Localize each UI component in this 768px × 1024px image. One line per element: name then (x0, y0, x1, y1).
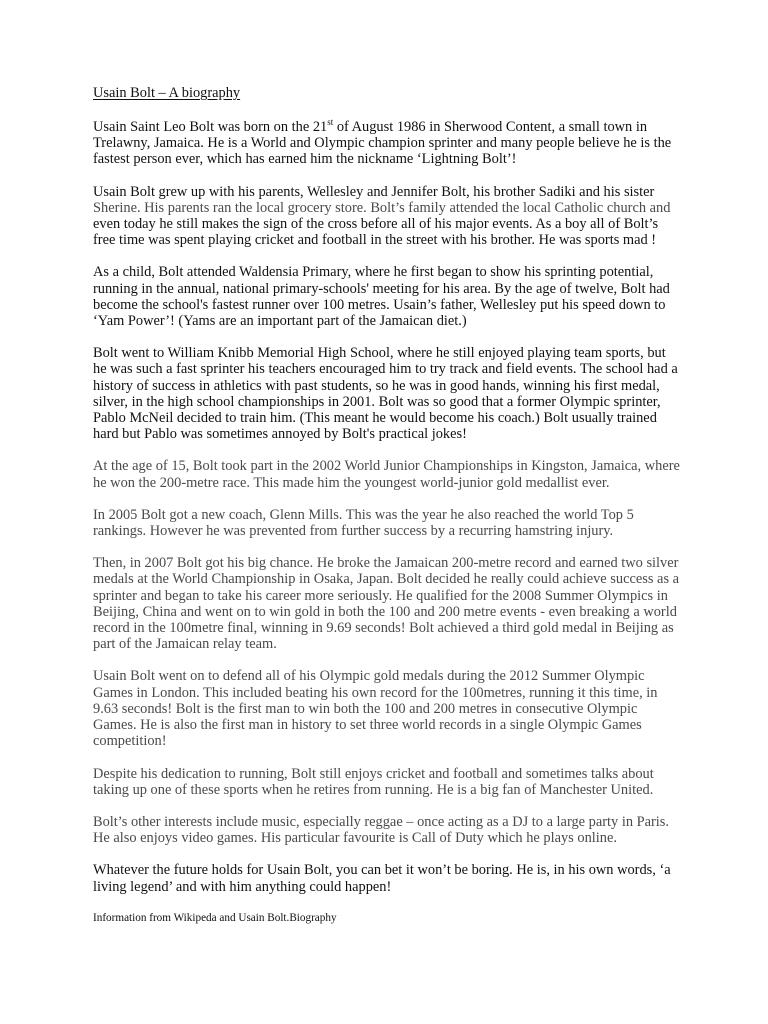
paragraph-new-coach (93, 507, 683, 539)
paragraph-birth (93, 119, 683, 168)
text-line: sprinter and began to take his career more seriously. He qualified for the 2008 Summer Olympics in (93, 587, 668, 604)
text-line: Beijing, China and went on to win gold in both the 100 and 200 metre events - even breaking a world (93, 603, 677, 620)
text-line: competition! (93, 733, 167, 750)
paragraph-future (93, 862, 683, 894)
text-span: Usain Saint Leo Bolt was born on the 21 (93, 119, 328, 135)
text-line: Games. He is also the first man in history to set three world records in a single Olympic Games (93, 717, 642, 734)
text-line: even today he still makes the sign of the cross before all of his major events. As a boy all of Bolt’s (93, 216, 659, 233)
text-span: of August 1986 in Sherwood Content, a small town in (333, 119, 648, 135)
paragraph-childhood (93, 264, 683, 329)
text-line: rankings. However he was prevented from further success by a recurring hamstring injury. (93, 523, 614, 540)
text-line: Trelawny, Jamaica. He is a World and Olympic champion sprinter and many people believe he is the (93, 135, 672, 152)
text-line: Despite his dedication to running, Bolt still enjoys cricket and football and sometimes talks about (93, 765, 654, 782)
paragraph-london-2012 (93, 668, 683, 749)
text-line: Bolt’s other interests include music, especially reggae – once acting as a DJ to a large party in Paris. (93, 813, 669, 830)
text-line: hard but Pablo was sometimes annoyed by Bolt's practical jokes! (93, 426, 467, 443)
document-title: Usain Bolt – A biography (93, 85, 241, 101)
source-footnote: Information from Wikipeda and Usain Bolt.Biography (93, 911, 337, 924)
text-line: Sherine. His parents ran the local grocery store. Bolt’s family attended the local Catholic church and (93, 199, 671, 216)
superscript-ordinal: st (327, 117, 334, 128)
text-line: he was such a fast sprinter his teachers encouraged him to try track and field events. The school had a (93, 361, 678, 378)
text-line: ‘Yam Power’! (Yams are an important part of the Jamaican diet.) (93, 313, 467, 330)
text-line: In 2005 Bolt got a new coach, Glenn Mills. This was the year he also reached the world Top 5 (93, 506, 634, 523)
text-line: Usain Bolt grew up with his parents, Wellesley and Jennifer Bolt, his brother Sadiki and his sister (93, 183, 655, 200)
text-line: At the age of 15, Bolt took part in the 2002 World Junior Championships in Kingston, Jamaica, where (93, 458, 680, 475)
paragraph-high-school (93, 345, 683, 442)
text-line: part of the Jamaican relay team. (93, 636, 277, 653)
text-line: Bolt went to William Knibb Memorial High School, where he still enjoyed playing team sports, but (93, 345, 666, 362)
text-line: record in the 100metre final, winning in 9.69 seconds! Bolt achieved a third gold medal in Beijing as (93, 620, 674, 637)
text-line: living legend’ and with him anything could happen! (93, 878, 392, 895)
text-line: fastest person ever, which has earned him the nickname ‘Lightning Bolt’! (93, 151, 517, 168)
paragraph-junior-championships (93, 458, 683, 490)
paragraph-interests (93, 814, 683, 846)
text-line: running in the annual, national primary-schools' meeting for his area. By the age of twelve, Bolt had (93, 280, 670, 297)
text-line: 9.63 seconds! Bolt is the first man to win both the 100 and 200 metres in consecutive Olympic (93, 700, 638, 717)
paragraph-family (93, 184, 683, 249)
text-line: Then, in 2007 Bolt got his big chance. He broke the Jamaican 200-metre record and earned two silver (93, 555, 679, 572)
text-line: silver, in the high school championships in 2001. Bolt was so good that a former Olympic sprinter, (93, 393, 661, 410)
text-line: Whatever the future holds for Usain Bolt, you can bet it won’t be boring. He is, in his own words, ‘a (93, 862, 671, 879)
document-page (93, 85, 683, 925)
text-line: become the school's fastest runner over 100 metres. Usain’s father, Wellesley put his speed down to (93, 296, 666, 313)
text-line: medals at the World Championship in Osaka, Japan. Bolt decided he really could achieve success as a (93, 571, 680, 588)
text-line: free time was spent playing cricket and football in the street with his brother. He was sports mad ! (93, 232, 657, 249)
text-line: taking up one of these sports when he retires from running. He is a big fan of Manchester United. (93, 781, 654, 798)
paragraph-big-chance (93, 555, 683, 652)
text-line: Usain Bolt went on to defend all of his Olympic gold medals during the 2012 Summer Olympic (93, 668, 645, 685)
text-line (93, 119, 683, 135)
text-line: As a child, Bolt attended Waldensia Primary, where he first began to show his sprinting potential, (93, 264, 654, 281)
paragraph-other-sports (93, 766, 683, 798)
text-line: Pablo McNeil decided to train him. (This meant he would become his coach.) Bolt usually trained (93, 410, 657, 427)
text-line: He also enjoys video games. His particular favourite is Call of Duty which he plays online. (93, 830, 617, 847)
text-line: history of success in athletics with past students, so he was in good hands, winning his first medal, (93, 377, 660, 394)
text-line: he won the 200-metre race. This made him the youngest world-junior gold medallist ever. (93, 474, 610, 491)
text-line: Games in London. This included beating his own record for the 100metres, running it this time, in (93, 684, 658, 701)
